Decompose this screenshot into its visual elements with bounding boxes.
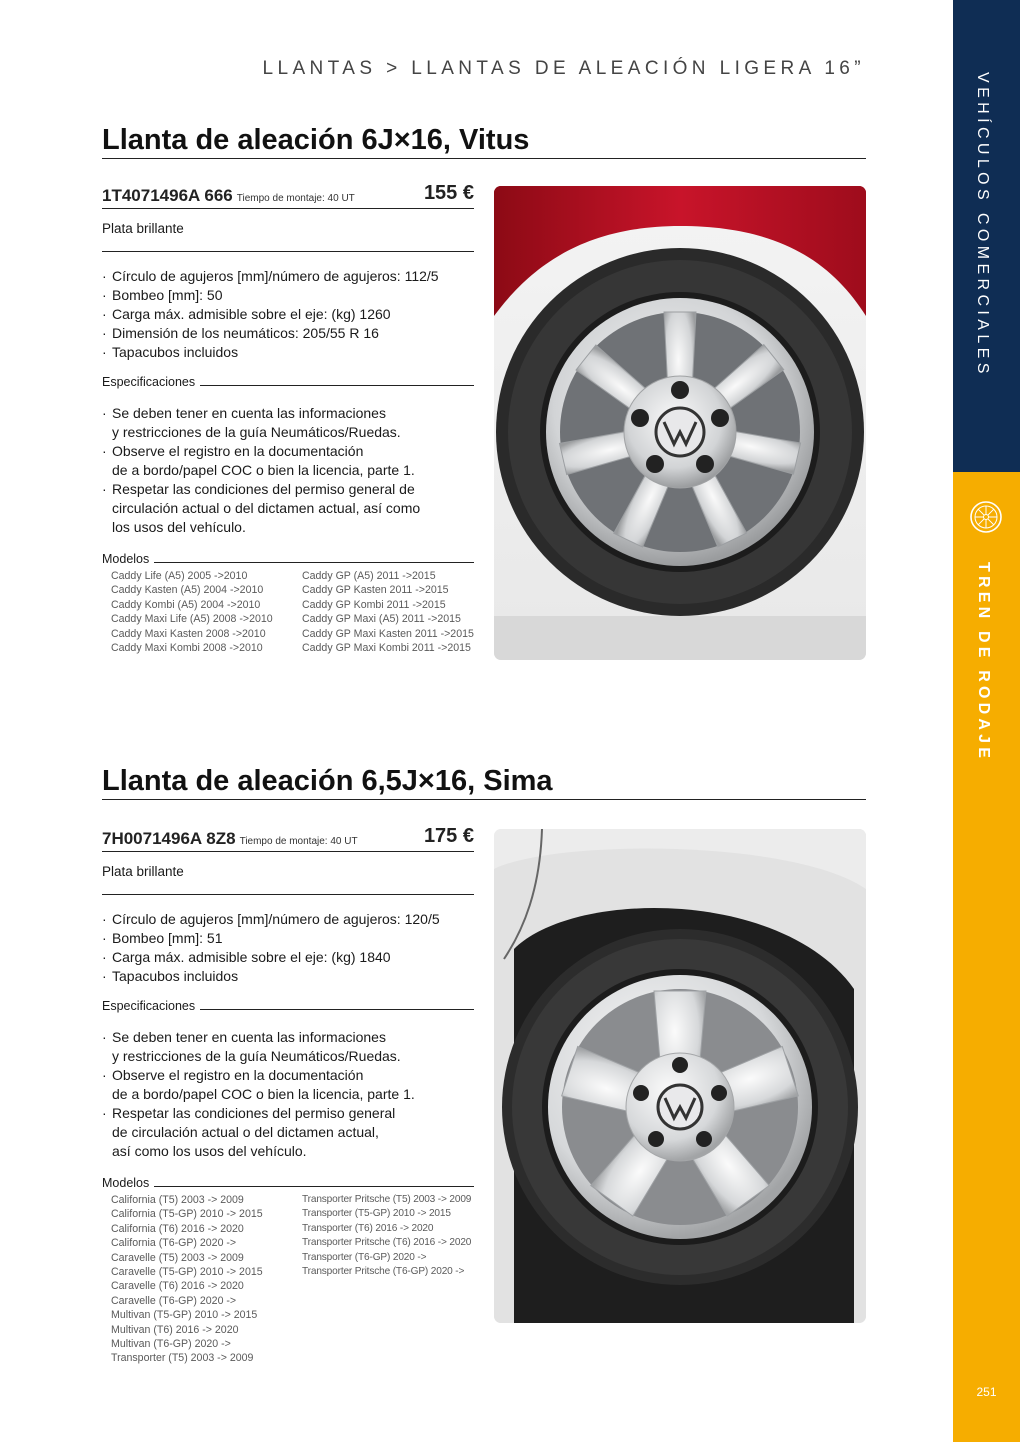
wheel-photo-vitus xyxy=(494,186,866,660)
model-item: Multivan (T6-GP) 2020 -> xyxy=(111,1338,231,1351)
feature-list xyxy=(102,267,474,362)
list-item: · Se deben tener en cuenta las informaciones y restricciones de la guía Neumáticos/Ruedas. xyxy=(102,404,474,442)
model-item: Caddy Maxi Kombi 2008 ->2010 xyxy=(111,642,263,655)
list-item: · Respetar las condiciones del permiso general de circulación actual o del dictamen actual, así como los usos del vehículo. xyxy=(102,480,474,537)
title-divider xyxy=(102,799,866,800)
model-item: Caddy GP Kasten 2011 ->2015 xyxy=(302,584,449,597)
model-item: Transporter Pritsche (T6) 2016 -> 2020 xyxy=(302,1237,472,1249)
model-item: California (T5-GP) 2010 -> 2015 xyxy=(111,1208,263,1221)
specifications-list xyxy=(102,1028,474,1161)
sidebar-label-vehicles: VEHÍCULOS COMERCIALES xyxy=(974,72,991,378)
model-item: Caddy Kombi (A5) 2004 ->2010 xyxy=(111,598,261,611)
model-item: Transporter Pritsche (T5) 2003 -> 2009 xyxy=(302,1194,472,1205)
model-item: Caravelle (T5) 2003 -> 2009 xyxy=(111,1251,244,1264)
models-column xyxy=(302,1193,471,1279)
list-item: · Se deben tener en cuenta las informaciones y restricciones de la guía Neumáticos/Ruedas. xyxy=(102,1028,474,1066)
sidebar-section-vehicles xyxy=(953,0,1020,472)
model-item: Transporter (T5) 2003 -> 2009 xyxy=(111,1352,254,1365)
model-item: Caddy GP Maxi (A5) 2011 ->2015 xyxy=(302,613,461,626)
model-item: Caravelle (T5-GP) 2010 -> 2015 xyxy=(111,1266,263,1279)
model-item: California (T6) 2016 -> 2020 xyxy=(111,1222,244,1235)
model-item: Multivan (T6) 2016 -> 2020 xyxy=(111,1323,239,1336)
list-item: · Tapacubos incluidos xyxy=(102,967,474,986)
list-item: · Observe el registro en la documentación de a bordo/papel COC o bien la licencia, parte 1. xyxy=(102,442,474,480)
model-item: California (T6-GP) 2020 -> xyxy=(111,1237,237,1250)
specifications-list xyxy=(102,404,474,537)
model-item: Caddy Life (A5) 2005 ->2010 xyxy=(111,570,248,582)
model-item: Transporter (T6) 2016 -> 2020 xyxy=(302,1222,434,1234)
product-title: Llanta de aleación 6,5J×16, Sima xyxy=(102,765,553,797)
model-item: Multivan (T5-GP) 2010 -> 2015 xyxy=(111,1309,258,1322)
product-details xyxy=(102,182,474,655)
mount-time: Tiempo de montaje: 40 UT xyxy=(239,836,358,847)
model-item: Caddy GP Maxi Kasten 2011 ->2015 xyxy=(302,627,474,640)
models-column xyxy=(111,569,273,655)
models-column xyxy=(302,569,474,655)
wheel-photo-sima xyxy=(494,829,866,1323)
product-vitus xyxy=(102,122,866,655)
title-divider xyxy=(102,158,866,159)
specifications-heading: Especificaciones xyxy=(102,373,474,389)
product-details xyxy=(102,825,474,1365)
breadcrumb: LLANTAS > LLANTAS DE ALEACIÓN LIGERA 16” xyxy=(262,58,865,79)
page-number: 251 xyxy=(976,1385,997,1399)
finish: Plata brillante xyxy=(102,221,184,236)
model-item: Caravelle (T6-GP) 2020 -> xyxy=(111,1294,237,1307)
model-item: California (T5) 2003 -> 2009 xyxy=(111,1194,244,1206)
list-item: · Tapacubos incluidos xyxy=(102,343,474,362)
part-number: 1T4071496A 666 Tiempo de montaje: 40 UT xyxy=(102,186,355,205)
list-item: · Carga máx. admisible sobre el eje: (kg) 1840 xyxy=(102,948,474,967)
list-item: · Círculo de agujeros [mm]/número de agujeros: 120/5 xyxy=(102,910,474,929)
list-item: · Bombeo [mm]: 50 xyxy=(102,286,474,305)
finish: Plata brillante xyxy=(102,864,184,879)
product-sima xyxy=(102,763,866,1365)
model-item: Caddy Maxi Kasten 2008 ->2010 xyxy=(111,627,266,640)
divider xyxy=(102,251,474,252)
model-item: Transporter Pritsche (T6-GP) 2020 -> xyxy=(302,1266,465,1278)
list-item: · Respetar las condiciones del permiso general de circulación actual o del dictamen actual, así como los usos del vehículo. xyxy=(102,1104,474,1161)
price: 175 € xyxy=(423,825,474,847)
list-item: · Círculo de agujeros [mm]/número de agujeros: 112/5 xyxy=(102,267,474,286)
models-heading: Modelos xyxy=(102,1174,474,1190)
part-number: 7H0071496A 8Z8 Tiempo de montaje: 40 UT xyxy=(102,829,358,848)
models-heading: Modelos xyxy=(102,550,474,566)
model-item: Caddy GP Kombi 2011 ->2015 xyxy=(302,598,446,611)
product-title: Llanta de aleación 6J×16, Vitus xyxy=(102,124,530,156)
mount-time: Tiempo de montaje: 40 UT xyxy=(236,193,355,204)
specifications-heading: Especificaciones xyxy=(102,997,474,1013)
model-item: Caddy Maxi Life (A5) 2008 ->2010 xyxy=(111,613,273,626)
list-item: · Bombeo [mm]: 51 xyxy=(102,929,474,948)
sidebar-label-running-gear: TREN DE RODAJE xyxy=(975,562,992,763)
wheel-icon xyxy=(969,500,1003,534)
model-item: Transporter (T6-GP) 2020 -> xyxy=(302,1251,427,1263)
list-item: · Carga máx. admisible sobre el eje: (kg) 1260 xyxy=(102,305,474,324)
sidebar-section-running-gear xyxy=(953,472,1020,1442)
model-item: Caravelle (T6) 2016 -> 2020 xyxy=(111,1280,244,1293)
sku-row xyxy=(102,182,474,208)
divider xyxy=(102,894,474,895)
sku-row xyxy=(102,825,474,851)
list-item: · Dimensión de los neumáticos: 205/55 R 16 xyxy=(102,324,474,343)
price: 155 € xyxy=(423,182,474,204)
model-item: Caddy GP (A5) 2011 ->2015 xyxy=(302,570,436,582)
list-item: · Observe el registro en la documentación de a bordo/papel COC o bien la licencia, parte 1. xyxy=(102,1066,474,1104)
model-item: Transporter (T5-GP) 2010 -> 2015 xyxy=(302,1208,451,1220)
model-item: Caddy Kasten (A5) 2004 ->2010 xyxy=(111,584,264,597)
model-item: Caddy GP Maxi Kombi 2011 ->2015 xyxy=(302,642,471,655)
models-column xyxy=(111,1193,263,1366)
feature-list xyxy=(102,910,474,986)
